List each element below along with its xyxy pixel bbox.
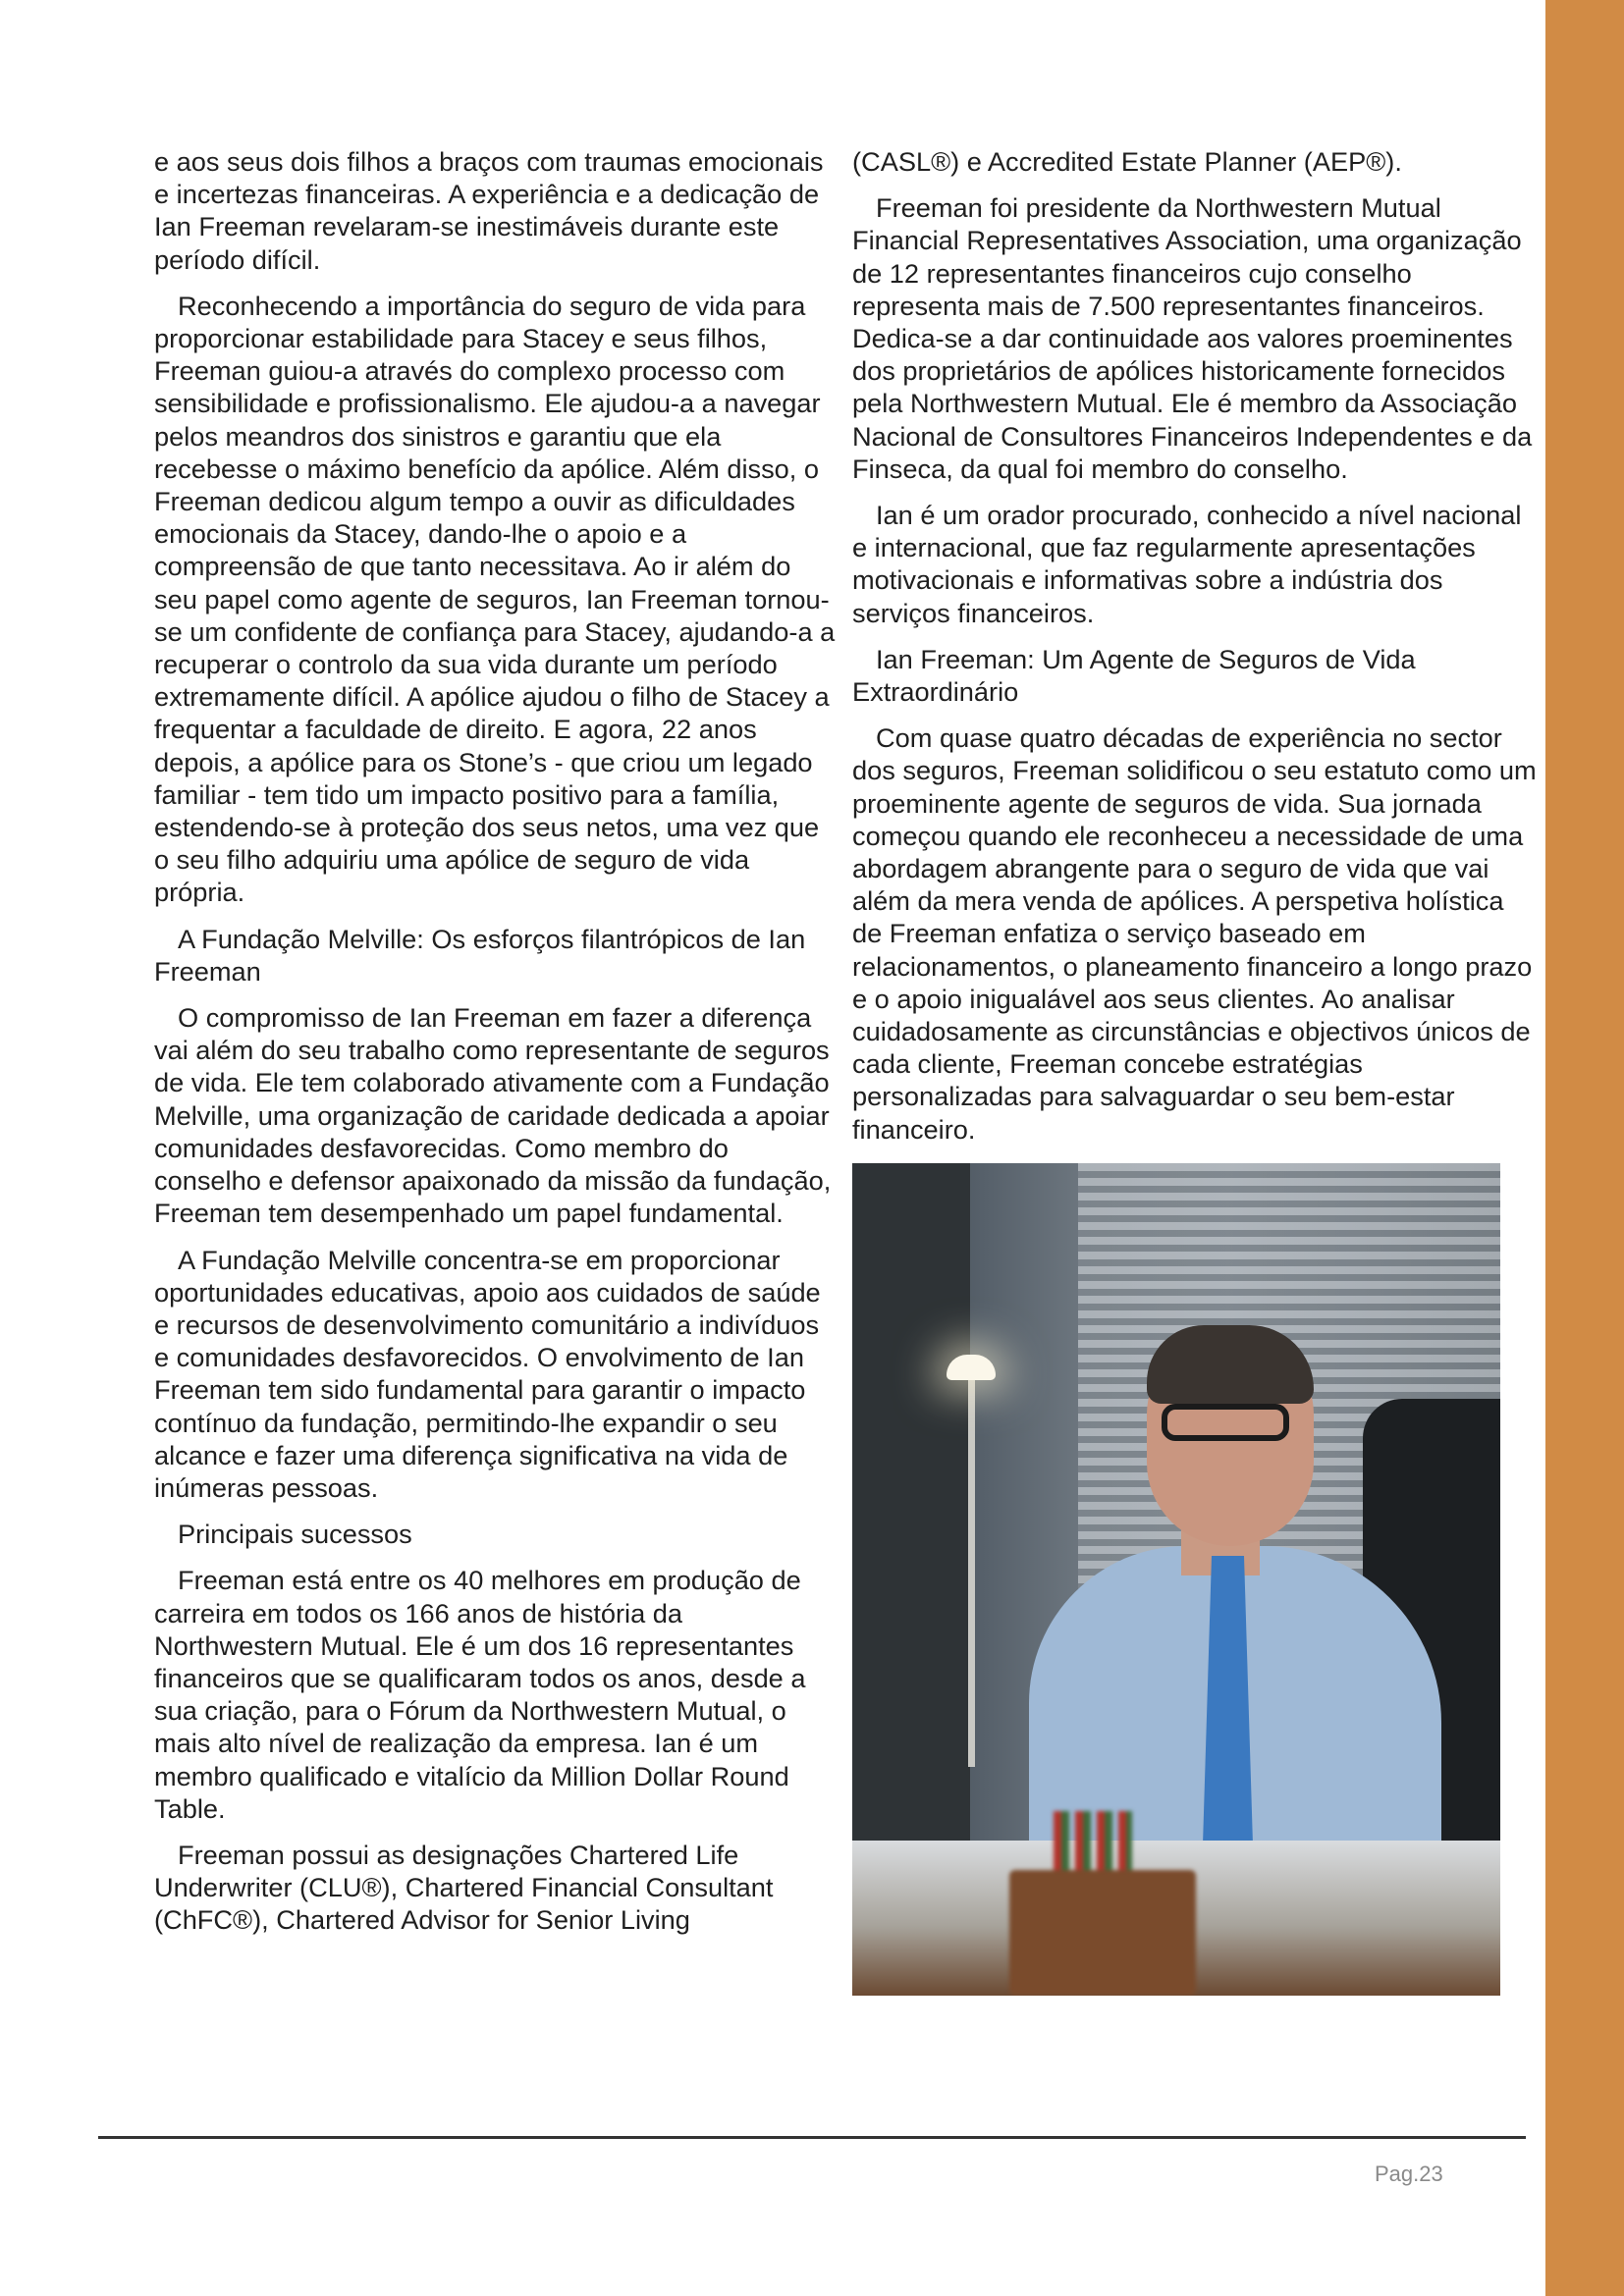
- page-number: Pag.23: [1375, 2162, 1443, 2186]
- paragraph: A Fundação Melville concentra-se em proporcionar oportunidades educativas, apoio aos cuidados de saúde e recursos de desenvolvimento comunitário a indivíduos e comunidades desfavorecidos. O envolvimento de Ian Freeman tem sido fundamental para garantir o impacto contínuo da fundação, permitindo-lhe expandir o seu alcance e fazer uma diferença significativa na vida de inúmeras pessoas.: [154, 1244, 821, 1503]
- photo-lamp-pole: [968, 1374, 975, 1767]
- paragraph: Freeman possui as designações Chartered Life Underwriter (CLU®), Chartered Financial Consultant (ChFC®), Chartered Advisor for Senior Living: [154, 1839, 774, 1936]
- paragraph: Ian é um orador procurado, conhecido a nível nacional e internacional, que faz regularmente apresentações motivacionais e informativas sobre a indústria dos serviços financeiros.: [852, 500, 1522, 628]
- left-text-column: [154, 145, 836, 1950]
- paragraph: Freeman está entre os 40 melhores em produção de carreira em todos os 166 anos de história da Northwestern Mutual. Ele é um dos 16 representantes financeiros que se qualificaram todos os anos, desde a sua criação, para o Fórum da Northwestern Mutual, o mais alto nível de realização da empresa. Ian é um membro qualificado e vitalício da Million Dollar Round Table.: [154, 1565, 806, 1824]
- paragraph: e aos seus dois filhos a braços com traumas emocionais e incertezas financeiras. A experiência e a dedicação de Ian Freeman revelaram-se inestimáveis durante este período difícil.: [154, 146, 824, 275]
- section-heading: Principais sucessos: [178, 1519, 412, 1550]
- photo-pen-holder: [1009, 1870, 1196, 1996]
- paragraph: O compromisso de Ian Freeman em fazer a diferença vai além do seu trabalho como representante de seguros de vida. Ele tem colaborado ativamente com a Fundação Melville, uma organização de caridade dedicada a apoiar comunidades desfavorecidas. Como membro do conselho e defensor apaixonado da missão da fundação, Freeman tem desempenhado um papel fundamental.: [154, 1002, 832, 1229]
- paragraph: Freeman foi presidente da Northwestern Mutual Financial Representatives Association, uma organização de 12 representantes financeiros cujo conselho representa mais de 7.500 representantes financeiros. Dedica-se a dar continuidade aos valores proeminentes dos proprietários de apólices historicamente fornecidos pela Northwestern Mutual. Ele é membro da Associação Nacional de Consultores Financeiros Independentes e da Finseca, da qual foi membro do conselho.: [852, 192, 1533, 484]
- accent-side-band: [1545, 0, 1624, 2296]
- footer-divider: [98, 2136, 1526, 2139]
- portrait-photo: [852, 1163, 1500, 1996]
- paragraph: Reconhecendo a importância do seguro de vida para proporcionar estabilidade para Stacey e seus filhos, Freeman guiou-a através do complexo processo com sensibilidade e profissionalismo. Ele ajudou-a a navegar pelos meandros dos sinistros e garantiu que ela recebesse o máximo benefício da apólice. Além disso, o Freeman dedicou algum tempo a ouvir as dificuldades emocionais da Stacey, dando-lhe o apoio e a compreensão de que tanto necessitava. Ao ir além do seu papel como agente de seguros, Ian Freeman tornou-se um confidente de confiança para Stacey, ajudando-a a recuperar o controlo da sua vida durante um período extremamente difícil. A apólice ajudou o filho de Stacey a frequentar a faculdade de direito. E agora, 22 anos depois, a apólice para os Stone’s - que criou um legado familiar - tem tido um impacto positivo para a família, estendendo-se à proteção dos seus netos, uma vez que o seu filho adquiriu uma apólice de seguro de vida própria.: [154, 290, 836, 908]
- paragraph: Com quase quatro décadas de experiência no sector dos seguros, Freeman solidificou o seu estatuto como um proeminente agente de seguros de vida. Sua jornada começou quando ele reconheceu a necessidade de uma abordagem abrangente para o seguro de vida que vai além da mera venda de apólices. A perspetiva holística de Freeman enfatiza o serviço baseado em relacionamentos, o planeamento financeiro a longo prazo e o apoio inigualável aos seus clientes. Ao analisar cuidadosamente as circunstâncias e objectivos únicos de cada cliente, Freeman concebe estratégias personalizadas para salvaguardar o seu bem-estar financeiro.: [852, 722, 1537, 1145]
- paragraph: (CASL®) e Accredited Estate Planner (AEP®).: [852, 146, 1402, 177]
- photo-lamp-head: [947, 1355, 996, 1380]
- section-heading: Ian Freeman: Um Agente de Seguros de Vida Extraordinário: [852, 643, 1416, 708]
- photo-person-glasses: [1162, 1404, 1289, 1441]
- section-heading: A Fundação Melville: Os esforços filantrópicos de Ian Freeman: [154, 923, 806, 987]
- right-text-column: [852, 145, 1540, 1996]
